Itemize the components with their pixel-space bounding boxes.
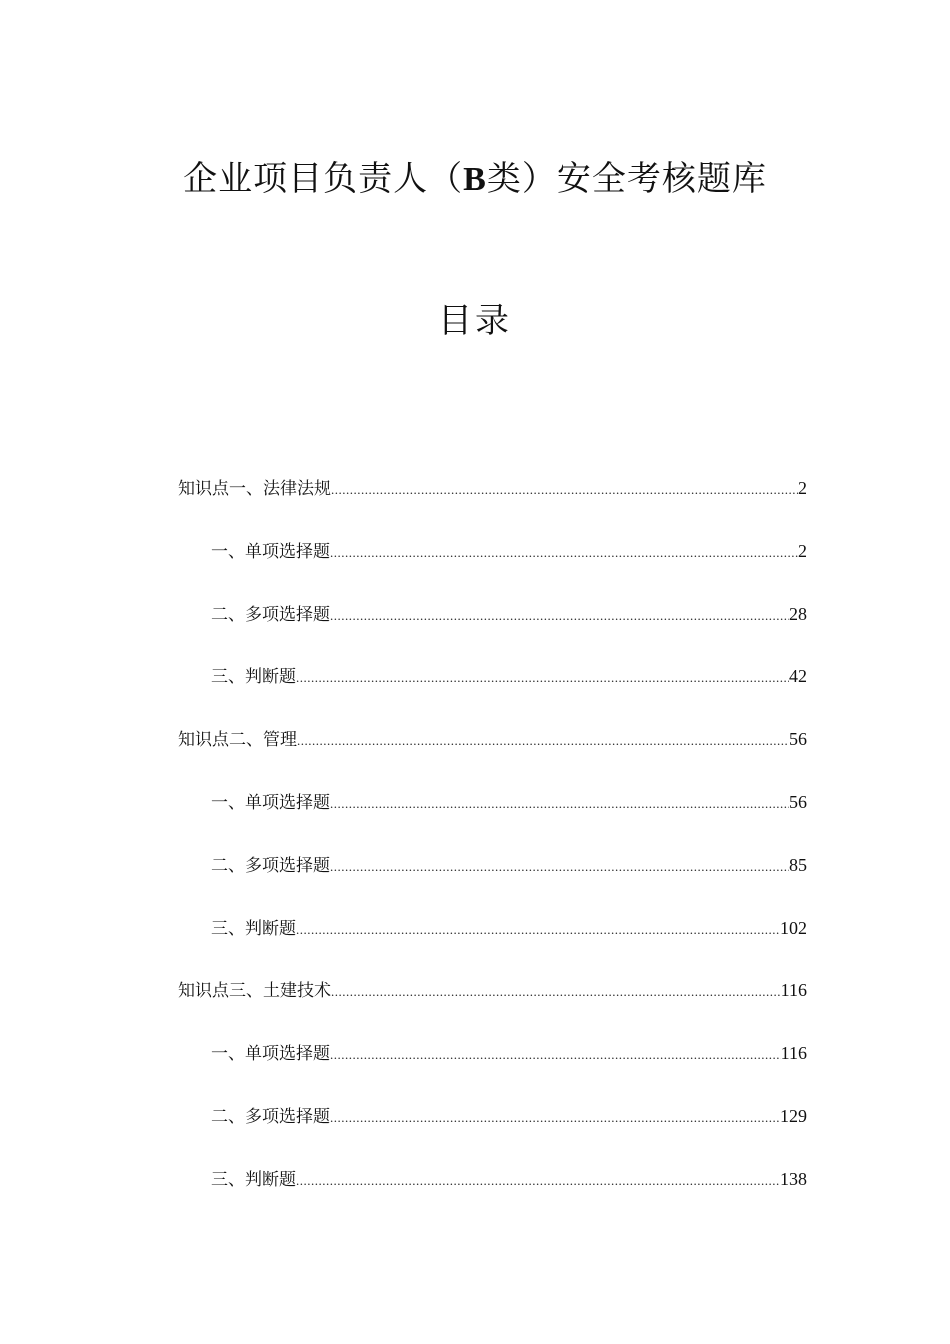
toc-page-number: 138	[780, 1168, 807, 1189]
toc-entry-label: 二、多项选择题	[211, 604, 330, 625]
toc-dot-leader	[330, 788, 789, 820]
toc-entry-label: 三、判断题	[211, 667, 296, 688]
document-title-suffix: 类）安全考核题库	[486, 159, 767, 199]
toc-dot-leader	[296, 662, 789, 694]
toc-entry-label: 三、判断题	[211, 1169, 296, 1190]
toc-entry[interactable]	[178, 660, 807, 723]
toc-dot-leader	[330, 851, 789, 883]
document-title-latin: B	[463, 161, 487, 198]
toc-dot-leader	[330, 1102, 780, 1134]
toc-page-number: 28	[789, 603, 807, 624]
toc-dot-leader	[330, 600, 789, 632]
toc-entry[interactable]	[178, 912, 807, 975]
toc-entry-label: 二、多项选择题	[211, 1106, 330, 1127]
toc-page-number: 56	[789, 729, 807, 750]
toc-entry[interactable]	[178, 472, 807, 535]
toc-page-number: 102	[780, 917, 807, 938]
toc-entry[interactable]	[178, 1100, 807, 1163]
toc-dot-leader	[297, 725, 789, 757]
toc-entry-label: 一、单项选择题	[211, 1044, 330, 1065]
toc-entry-label: 知识点一、法律法规	[178, 479, 331, 499]
toc-page-number: 42	[789, 666, 807, 687]
toc-entry-label: 一、单项选择题	[211, 541, 330, 562]
toc-page-number: 2	[798, 540, 807, 561]
toc-heading: 目录	[438, 301, 512, 341]
toc-entry[interactable]	[178, 974, 807, 1037]
toc-page-number: 56	[789, 791, 807, 812]
toc-dot-leader	[330, 1039, 781, 1071]
toc-page-number: 2	[798, 478, 807, 498]
toc-entry[interactable]	[178, 786, 807, 849]
toc-entry[interactable]	[178, 723, 807, 786]
toc-dot-leader	[331, 474, 798, 506]
toc-entry[interactable]	[178, 849, 807, 912]
toc-dot-leader	[331, 976, 781, 1008]
toc-dot-leader	[296, 914, 780, 946]
toc-page-number: 129	[780, 1105, 807, 1126]
toc-page-number: 116	[780, 980, 807, 1001]
document-title	[0, 152, 950, 207]
toc-entry-label: 二、多项选择题	[211, 855, 330, 876]
toc-page-number: 116	[780, 1043, 807, 1064]
toc-entry[interactable]	[178, 598, 807, 661]
toc-page-number: 85	[789, 854, 807, 875]
toc-entry[interactable]	[178, 535, 807, 598]
document-title-prefix: 企业项目负责人（	[183, 159, 464, 199]
table-of-contents	[178, 472, 807, 1226]
toc-entry-label: 知识点三、土建技术	[178, 981, 331, 1002]
toc-entry[interactable]	[178, 1037, 807, 1100]
toc-entry-label: 三、判断题	[211, 918, 296, 939]
toc-entry[interactable]	[178, 1163, 807, 1226]
toc-dot-leader	[296, 1165, 780, 1197]
toc-entry-label: 一、单项选择题	[211, 792, 330, 813]
toc-dot-leader	[330, 537, 798, 569]
toc-entry-label: 知识点二、管理	[178, 730, 297, 751]
